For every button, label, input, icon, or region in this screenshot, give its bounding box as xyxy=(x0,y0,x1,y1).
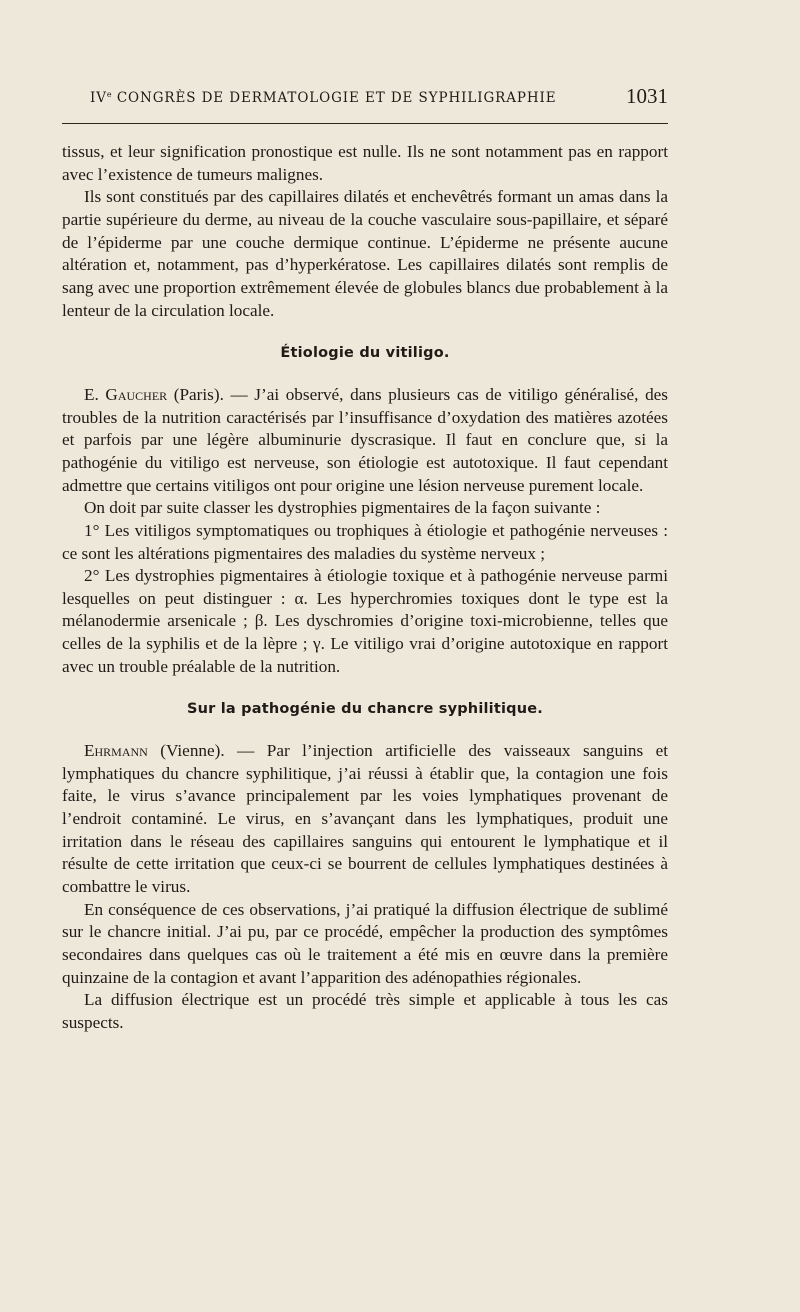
running-head-roman: IV xyxy=(90,90,107,106)
paragraph-gaucher-text: (Paris). — J’ai observé, dans plusieurs cas de vitiligo généralisé, des troubles de la nutrition caractérisés par l’insuffisance d’oxydation des matières azotées et parfois par une légère albuminurie dyscrasique. Il faut en conclure que, si la pathogénie du vitiligo est nerveuse, son étiologie est autotoxique. Il faut cependant admettre que certains vitiligos ont pour origine une lésion nerveuse purement locale. xyxy=(62,384,668,495)
body-text xyxy=(62,141,668,1035)
page-number: 1031 xyxy=(626,84,668,108)
running-head-title: CONGRÈS DE DERMATOLOGIE ET DE SYPHILIGRAPHIE xyxy=(111,90,557,106)
paragraph-ehrmann-text: (Vienne). — Par l’injection artificielle des vaisseaux sanguins et lymphatiques du chancre syphilitique, j’ai réussi à établir que, la contagion une fois faite, le virus s’avance principalement par les voies lymphatiques provenant de l’endroit contaminé. Le virus, en s’avançant dans les lymphatiques, produit une irritation dans le réseau des capillaires sanguins qui entourent le lymphatique et il résulte de cette irritation que ceux-ci se bourrent de cellules lymphatiques destinées à combattre le virus. xyxy=(62,741,668,897)
author-gaucher: E. Gaucher xyxy=(84,384,168,404)
paragraph-continuation: tissus, et leur signification pronostique est nulle. Ils ne sont notamment pas en rapport avec l’existence de tumeurs malignes. xyxy=(62,142,668,184)
section-heading-vitiligo: Étiologie du vitiligo. xyxy=(280,345,450,362)
header-rule xyxy=(62,123,668,124)
paragraph-diffusion: En conséquence de ces observations, j’ai pratiqué la diffusion électrique de sublimé sur le chancre initial. J’ai pu, par ce procédé, empêcher la production des symptômes secondaires dans quelques cas où le traitement a été mis en œuvre dans la première quinzaine de la contagion et avant l’apparition des adénopathies régionales. xyxy=(62,899,668,987)
section-heading-chancre: Sur la pathogénie du chancre syphilitique. xyxy=(187,701,543,718)
paragraph-gaucher xyxy=(62,384,668,497)
running-head xyxy=(90,90,557,106)
paragraph-conclusion: La diffusion électrique est un procédé très simple et applicable à tous les cas suspects. xyxy=(62,990,668,1032)
author-ehrmann: Ehrmann xyxy=(84,741,148,761)
page-header xyxy=(62,84,668,114)
paragraph-ehrmann xyxy=(62,740,668,899)
paragraph-item-1: 1° Les vitiligos symptomatiques ou trophiques à étiologie et pathogénie nerveuses : ce sont les altérations pigmentaires des maladies du système nerveux ; xyxy=(62,520,668,563)
paragraph-item-2: 2° Les dystrophies pigmentaires à étiologie toxique et à pathogénie nerveuse parmi lesquelles on peut distinguer : α. Les hyperchromies toxiques dont le type est la mélanodermie arsenicale ; β. Les dyschromies d’origine toxi-microbienne, telles que celles de la syphilis et de la lèpre ; γ. Le vitiligo vrai d’origine autotoxique en rapport avec un trouble préalable de la nutrition. xyxy=(62,566,668,676)
paragraph-classification: On doit par suite classer les dystrophies pigmentaires de la façon suivante : xyxy=(84,498,601,518)
running-head-superscript: e xyxy=(106,90,112,99)
paragraph-capillaries: Ils sont constitués par des capillaires dilatés et enchevêtrés formant un amas dans la partie supérieure du derme, au niveau de la couche vasculaire sous-papillaire, et séparé de l’épiderme par une couche dermique continue. L’épiderme ne présente aucune altération et, notamment, pas d’hyperkératose. Les capillaires dilatés sont remplis de sang avec une proportion extrêmement élevée de globules blancs due probablement à la lenteur de la circulation locale. xyxy=(62,187,668,320)
